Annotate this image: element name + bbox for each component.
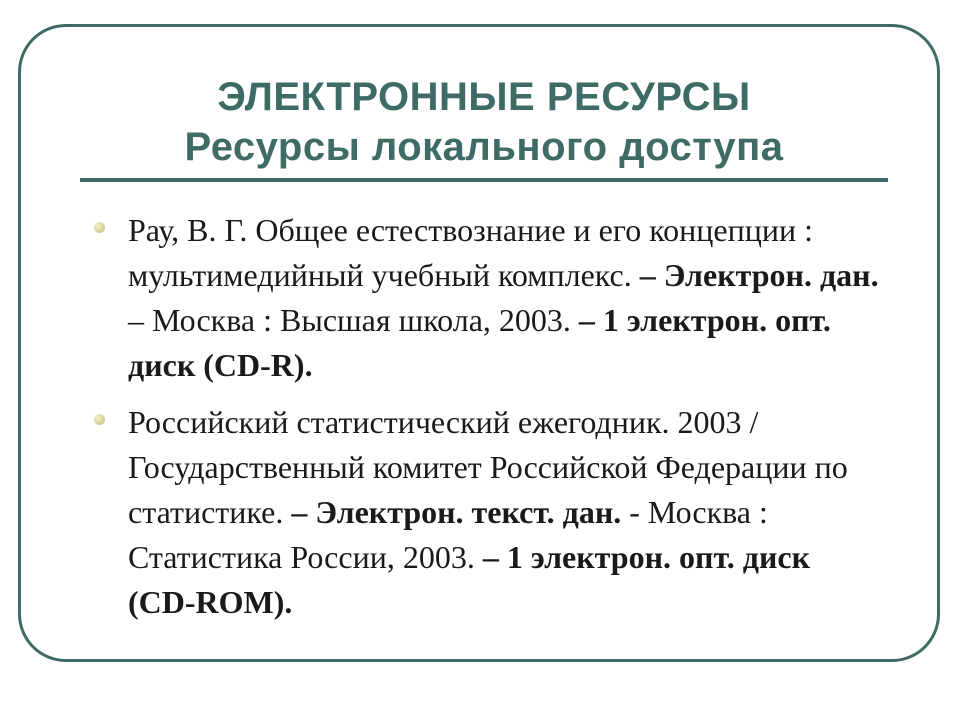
slide-title-subtitle: Ресурсы локального доступа xyxy=(184,125,784,169)
citation-text: - Москва : Статистика России, 2003. xyxy=(128,494,768,575)
citation-bold-text: – Электрон. текст. дан. xyxy=(291,494,622,530)
citation-text: – Москва : Высшая школа, 2003. xyxy=(128,302,579,338)
citation-text: Российский статистический ежегодник. 2003 / Государственный комитет Российской Федерации по статистике. xyxy=(128,404,848,530)
bullet-list xyxy=(92,208,882,637)
citation-bold-text: – 1 электрон. опт. диск (CD-R). xyxy=(128,302,831,383)
citation-text: Рау, В. Г. Общее естествознание и его концепции : мультимедийный учебный комплекс. xyxy=(128,212,813,293)
list-item xyxy=(92,400,882,625)
title-divider xyxy=(80,178,888,182)
list-item xyxy=(92,208,882,388)
citation-bold-text: – Электрон. дан. xyxy=(639,257,879,293)
slide-title xyxy=(80,72,888,172)
slide-title-main: ЭЛЕКТРОННЫЕ РЕСУРСЫ xyxy=(217,75,751,119)
bullet-icon xyxy=(94,414,105,425)
bullet-icon xyxy=(94,222,105,233)
citation-bold-text: – 1 электрон. опт. диск (CD-ROM). xyxy=(128,539,811,620)
